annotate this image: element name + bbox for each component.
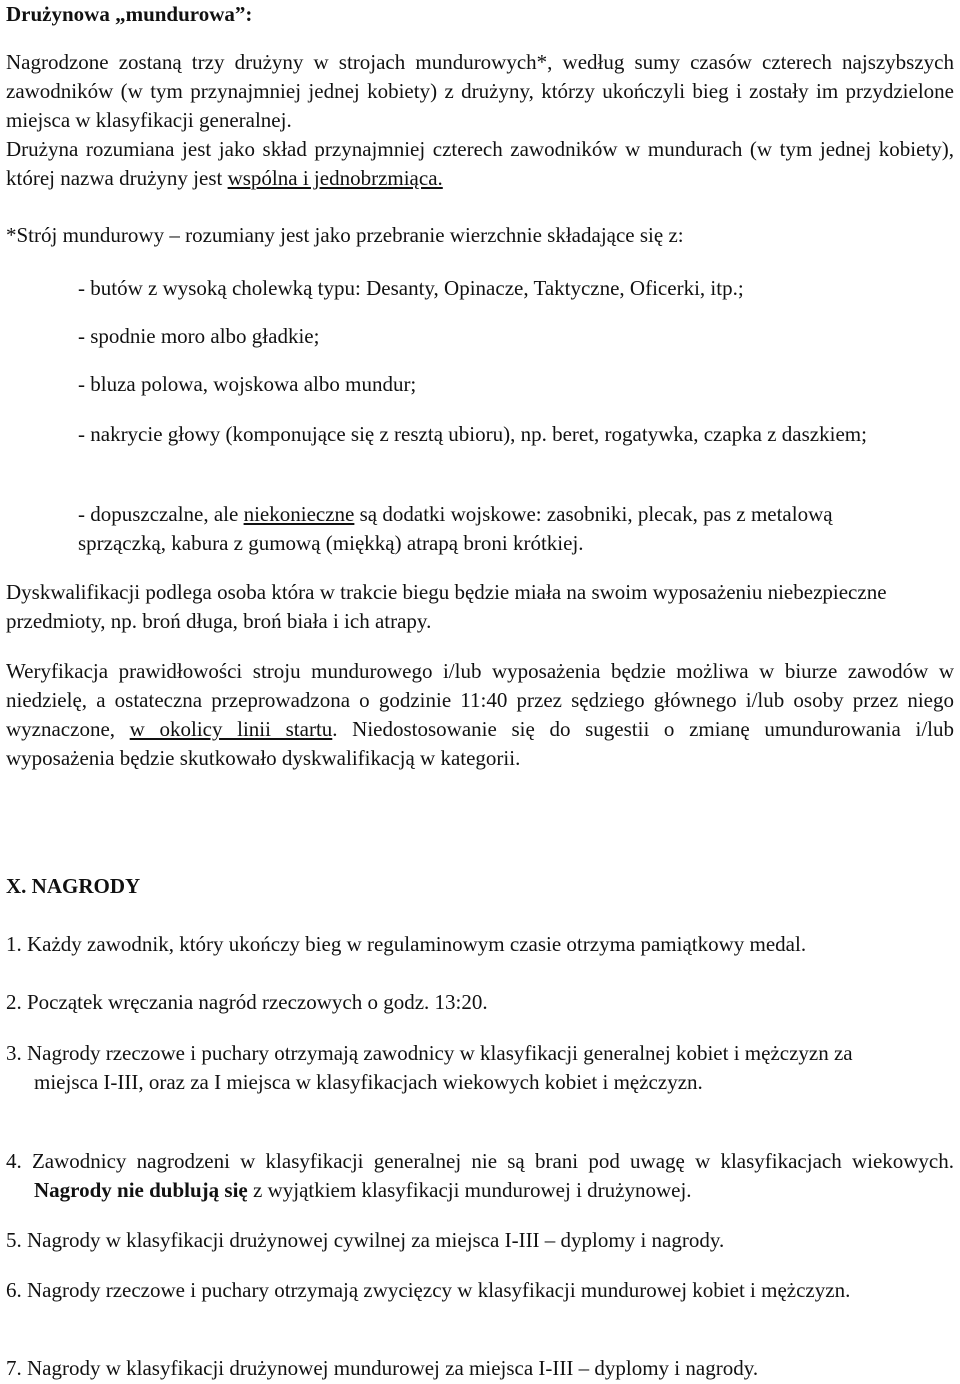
team-definition-underlined: wspólna i jednobrzmiąca. (227, 166, 443, 190)
prize-item: 7. Nagrody w klasyfikacji drużynowej mundurowej za miejsca I-III – dyplomy i nagrody. (6, 1356, 759, 1380)
prize-item: 5. Nagrody w klasyfikacji drużynowej cywilnej za miejsca I-III – dyplomy i nagrody. (6, 1228, 725, 1252)
prizes-heading: X. NAGRODY (6, 874, 141, 898)
uniform-definition: *Strój mundurowy – rozumiany jest jako przebranie wierzchnie składające się z: (6, 223, 684, 247)
uniform-extras-underlined: niekonieczne (243, 502, 355, 526)
prize-item-4-text: 4. Zawodnicy nagrodzeni w klasyfikacji generalnej nie są brani pod uwagę w klasyfikacjach wiekowych. (6, 1149, 954, 1173)
prize-item-4-text-end: z wyjątkiem klasyfikacji mundurowej i drużynowej. (247, 1178, 692, 1202)
uniform-item: - nakrycie głowy (komponujące się z resztą ubioru), np. beret, rogatywka, czapka z daszkiem; (78, 422, 867, 446)
verification-text: Weryfikacja prawidłowości stroju mundurowego i/lub wyposażenia będzie możliwa w biurze zawodów w niedzielę, a ostateczna przeprowadzona o godzinie 11:40 przez sędziego głównego i/lub osoby przez niego wyznaczone, (6, 659, 954, 741)
uniform-extras-text: - dopuszczalne, ale (78, 502, 244, 526)
intro-paragraph: Nagrodzone zostaną trzy drużyny w strojach mundurowych*, według sumy czasów czterech najszybszych zawodników (w tym przynajmniej jednej kobiety) z drużyny, którzy ukończyli bieg i zostały im przydzielone miejsca w klasyfikacji generalnej. (6, 50, 954, 132)
uniform-item: - bluza polowa, wojskowa albo mundur; (78, 372, 417, 396)
prize-item: 2. Początek wręczania nagród rzeczowych o godz. 13:20. (6, 990, 488, 1014)
verification-underlined: w okolicy linii startu (129, 717, 333, 741)
disqualification-paragraph: Dyskwalifikacji podlega osoba która w trakcie biegu będzie miała na swoim wyposażeniu niebezpieczne przedmioty, np. broń długa, broń biała i ich atrapy. (6, 580, 887, 633)
uniform-extras (78, 500, 890, 558)
uniform-extras-text-end: są dodatki wojskowe: zasobniki, plecak, pas z metalową sprzączką, kabura z gumową (miękką) atrapą broni krótkiej. (78, 502, 833, 555)
prize-item-4 (6, 1147, 954, 1205)
prize-item: 6. Nagrody rzeczowe i puchary otrzymają zwycięzcy w klasyfikacji mundurowej kobiet i mężczyzn. (6, 1278, 851, 1302)
prize-item-4-bold: Nagrody nie dublują się (34, 1178, 248, 1202)
verification-paragraph (6, 657, 954, 773)
section-heading: Drużynowa „mundurowa”: (6, 2, 253, 26)
uniform-item: - spodnie moro albo gładkie; (78, 324, 320, 348)
team-definition-text: Drużyna rozumiana jest jako skład przynajmniej czterech zawodników w mundurach (w tym jednej kobiety), której nazwa drużyny jest (6, 137, 954, 190)
prize-item: 3. Nagrody rzeczowe i puchary otrzymają zawodnicy w klasyfikacji generalnej kobiet i mężczyzn za miejsca I-III, oraz za I miejsca w klasyfikacjach wiekowych kobiet i mężczyzn. (6, 1041, 853, 1094)
prize-item: 1. Każdy zawodnik, który ukończy bieg w regulaminowym czasie otrzyma pamiątkowy medal. (6, 932, 807, 956)
team-definition-paragraph (6, 135, 954, 193)
uniform-item: - butów z wysoką cholewką typu: Desanty, Opinacze, Taktyczne, Oficerki, itp.; (78, 276, 744, 300)
verification-text-end: . Niedostosowanie się do sugestii o zmianę umundurowania i/lub wyposażenia będzie skutkowało dyskwalifikacją w kategorii. (6, 717, 954, 770)
